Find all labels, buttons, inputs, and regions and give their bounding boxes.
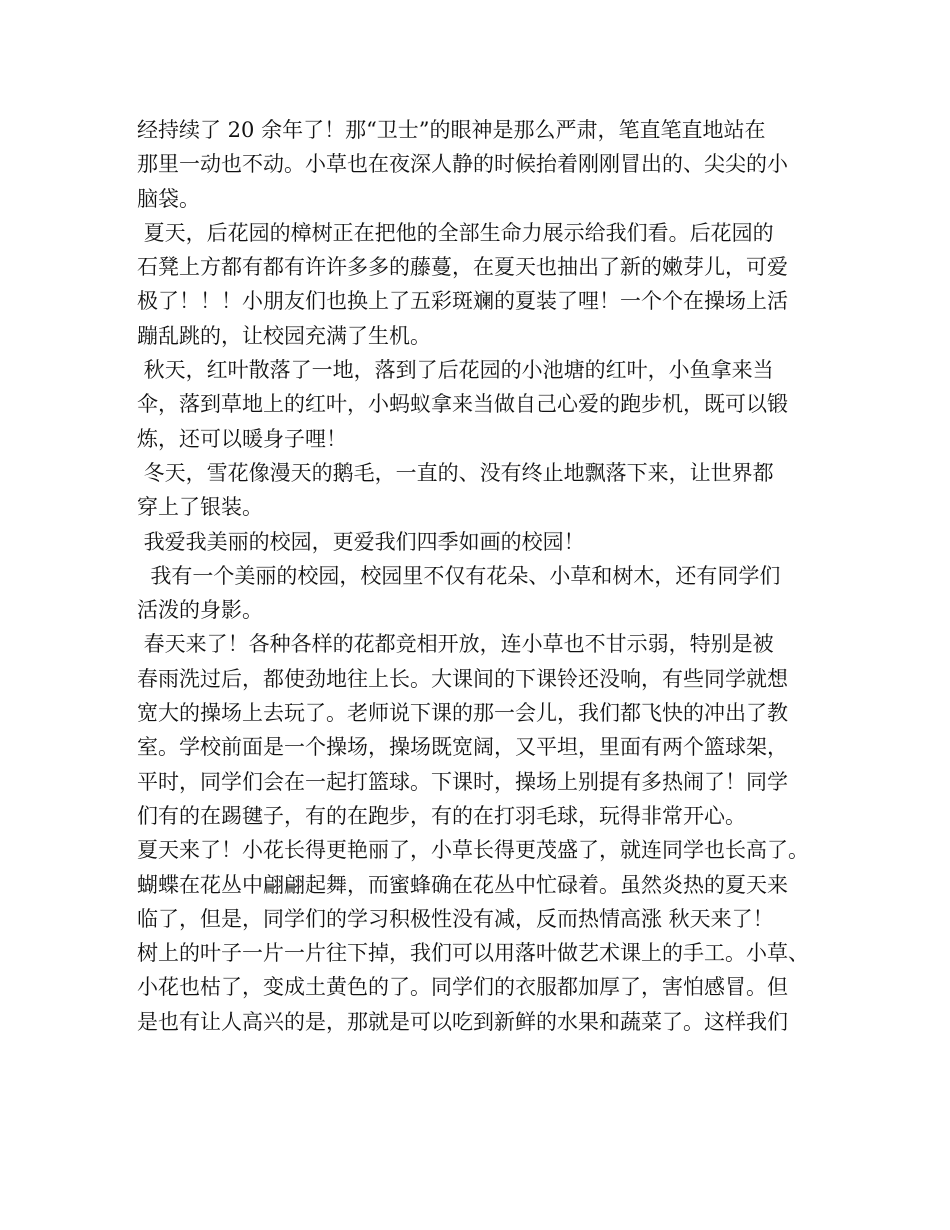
text-line-18: 宽大的操场上去玩了。老师说下课的那一会儿，我们都飞快的冲出了教 <box>137 701 788 726</box>
text-line-24: 临了，但是，同学们的学习积极性没有减，反而热情高涨 秋天来了！ <box>137 906 774 931</box>
text-line-23: 蝴蝶在花丛中翩翩起舞，而蜜蜂确在花丛中忙碌着。虽然炎热的夏天来 <box>137 872 788 897</box>
text-line-6: 极了！！！小朋友们也换上了五彩斑斓的夏装了哩！一个个在操场上活 <box>137 289 788 314</box>
text-line-20: 平时，同学们会在一起打篮球。下课时，操场上别提有多热闹了！同学 <box>137 769 788 794</box>
text-line-26: 小花也枯了，变成土黄色的了。同学们的衣服都加厚了，害怕感冒。但 <box>137 975 788 1000</box>
text-line-1: 经持续了 20 余年了！那“卫士”的眼神是那么严肃，笔直笔直地站在 <box>137 118 766 142</box>
text-line-21: 们有的在踢毽子，有的在跑步，有的在打羽毛球，玩得非常开心。 <box>137 803 746 828</box>
text-line-25: 树上的叶子一片一片往下掉，我们可以用落叶做艺术课上的手工。小草、 <box>137 941 809 966</box>
essay-text <box>137 113 827 1039</box>
text-line-4: 夏天，后花园的樟树正在把他的全部生命力展示给我们看。后花园的 <box>137 220 774 245</box>
text-line-13: 我爱我美丽的校园，更爱我们四季如画的校园！ <box>137 529 585 554</box>
text-line-27: 是也有让人高兴的是，那就是可以吃到新鲜的水果和蔬菜了。这样我们 <box>137 1009 788 1034</box>
text-line-12: 穿上了银装。 <box>137 495 263 520</box>
text-line-22: 夏天来了！小花长得更艳丽了，小草长得更茂盛了，就连同学也长高了。 <box>137 838 809 863</box>
text-line-11: 冬天，雪花像漫天的鹅毛，一直的、没有终止地飘落下来，让世界都 <box>137 460 774 485</box>
text-line-7: 蹦乱跳的，让校园充满了生机。 <box>137 323 431 348</box>
text-line-10: 炼，还可以暖身子哩！ <box>137 426 347 451</box>
text-line-3: 脑袋。 <box>137 186 200 211</box>
text-line-9: 伞，落到草地上的红叶，小蚂蚁拿来当做自己心爱的跑步机，既可以锻 <box>137 392 788 417</box>
text-line-2: 那里一动也不动。小草也在夜深人静的时候抬着刚刚冒出的、尖尖的小 <box>137 152 788 177</box>
text-line-8: 秋天，红叶散落了一地，落到了后花园的小池塘的红叶，小鱼拿来当 <box>137 358 774 383</box>
text-line-19: 室。学校前面是一个操场，操场既宽阔，又平坦，里面有两个篮球架， <box>137 735 788 760</box>
text-line-16: 春天来了！各种各样的花都竞相开放，连小草也不甘示弱，特别是被 <box>137 632 774 657</box>
text-line-15: 活泼的身影。 <box>137 598 263 623</box>
text-line-17: 春雨洗过后，都使劲地往上长。大课间的下课铃还没响，有些同学就想 <box>137 666 788 691</box>
text-line-5: 石凳上方都有都有许许多多的藤蔓，在夏天也抽出了新的嫩芽儿，可爱 <box>137 255 788 280</box>
text-line-14: 我有一个美丽的校园，校园里不仅有花朵、小草和树木，还有同学们 <box>137 563 781 588</box>
